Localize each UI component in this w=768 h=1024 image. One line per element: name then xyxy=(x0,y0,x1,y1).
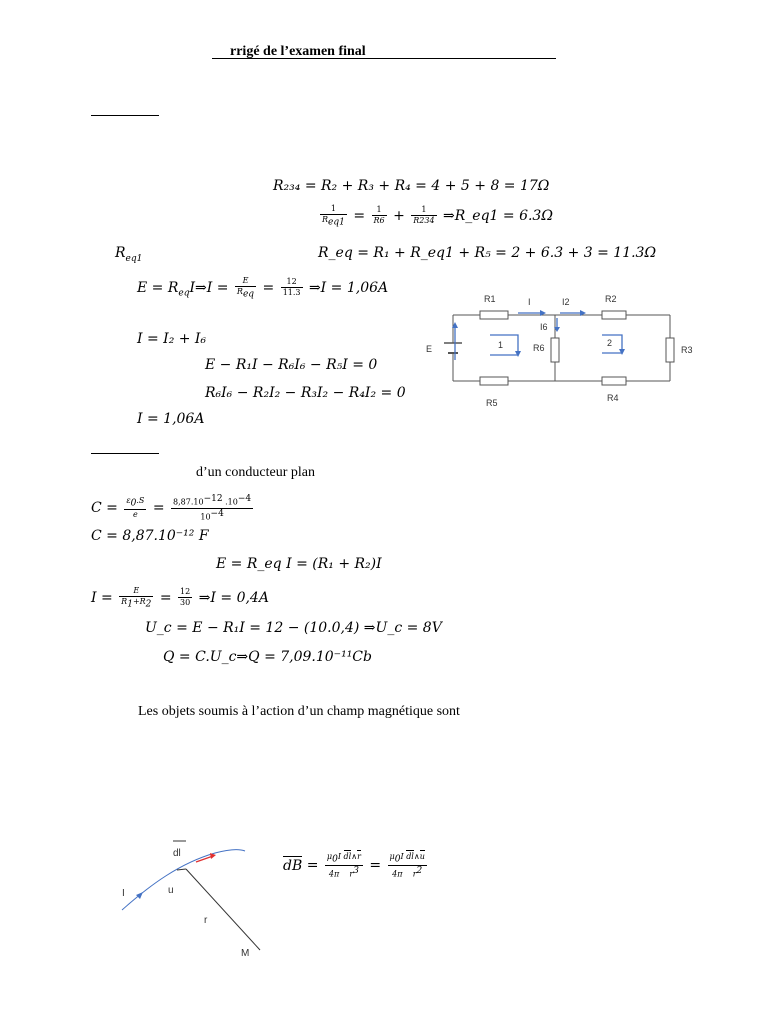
label-i2: I2 xyxy=(562,297,570,307)
equation-emf: E = R_eq I = (R₁ + R₂)I xyxy=(216,556,382,572)
page-title: rrigé de l’examen final xyxy=(230,44,366,59)
equation-final-current: I = 1,06A xyxy=(137,411,205,427)
resistor-r2 xyxy=(602,311,626,319)
label-e: E xyxy=(426,344,433,354)
section-1-underline xyxy=(91,115,159,116)
equation-current-2-result: ⇒I = 0,4A xyxy=(198,589,269,606)
equation-biot-savart: dB = $\frac{\mu_0I dl\wedge r}{4\pi r^3}$ = $\frac{\mu_0I dl\wedge u}{4\pi r^2}$ xyxy=(283,852,425,879)
resistor-r5 xyxy=(480,377,508,385)
equation-capacitance-formula: C = $\frac{\varepsilon_0.S}{e}$ = $\frac{8,87.10^{-12} .10^{-4}}{10^{-4}}$ xyxy=(91,494,252,522)
label-m: M xyxy=(241,948,250,959)
equation-charge: Q = C.U_c⇒Q = 7,09.10⁻¹¹Cb xyxy=(163,649,372,665)
equation-capacitance-value: C = 8,87.10⁻¹² F xyxy=(91,528,209,544)
equation-nodes: I = I₂ + I₆ xyxy=(137,331,207,347)
label-loop-1: 1 xyxy=(498,340,504,350)
u-vector xyxy=(177,869,186,870)
title-underline xyxy=(212,58,556,59)
equation-req1-result: ⇒R_eq1 = 6.3Ω xyxy=(443,207,553,224)
equation-loop-1: E − R₁I − R₆I₆ − R₅I = 0 xyxy=(205,357,378,373)
label-r4: R4 xyxy=(607,393,619,403)
label-r6: R6 xyxy=(533,343,545,353)
equation-current: $E = R_{eq}I\Rightarrow I$ = $\frac{E}{R_{eq}}$ = $\frac{12}{11.3}$ ⇒I = 1,06A xyxy=(137,276,389,300)
equation-uc: U_c = E − R₁I = 12 − (10.0,4) ⇒U_c = 8V xyxy=(145,620,442,636)
label-r2: R2 xyxy=(605,294,617,304)
label-u: u xyxy=(168,885,174,896)
wire-current-arrow xyxy=(136,892,143,899)
resistor-r6 xyxy=(551,338,559,362)
biot-savart-figure xyxy=(110,825,270,965)
section-2-underline xyxy=(91,453,159,454)
equation-current-2: I = $\frac{E}{R_1+R_2}$ = $\frac{12}{30}$ ⇒I = 0,4A xyxy=(91,586,269,610)
circuit-diagram xyxy=(420,285,710,410)
equation-current-result: ⇒I = 1,06A xyxy=(308,279,389,296)
wire-curve xyxy=(122,850,245,910)
label-i-wire: I xyxy=(122,888,125,899)
equation-req1-fraction: $\frac{1}{R_{eq1}}$ = $\frac{1}{R6}$ + $\frac{1}{R234}$ ⇒R_eq1 = 6.3Ω xyxy=(322,204,553,228)
loop-1-arrow xyxy=(490,335,518,355)
equation-loop-2: R₆I₆ − R₂I₂ − R₃I₂ − R₄I₂ = 0 xyxy=(205,385,406,401)
equation-req: R_eq = R₁ + R_eq1 + R₅ = 2 + 6.3 + 3 = 11.3Ω xyxy=(318,245,657,261)
label-req1: $R_{eq1}$ xyxy=(115,245,143,264)
label-r5: R5 xyxy=(486,398,498,408)
label-loop-2: 2 xyxy=(607,338,613,348)
resistor-r3 xyxy=(666,338,674,362)
ex3-sentence: Les objets soumis à l’action d’un champ magnétique sont xyxy=(138,704,460,719)
label-dl: dl xyxy=(173,848,181,859)
resistor-r1 xyxy=(480,311,508,319)
label-i6: I6 xyxy=(540,322,548,332)
label-r3: R3 xyxy=(681,345,693,355)
equation-r234: R₂₃₄ = R₂ + R₃ + R₄ = 4 + 5 + 8 = 17Ω xyxy=(273,178,550,194)
label-i: I xyxy=(528,297,531,307)
label-r: r xyxy=(204,915,208,926)
ex2-intro: d’un conducteur plan xyxy=(196,465,315,480)
r-line xyxy=(186,869,260,950)
label-r1: R1 xyxy=(484,294,496,304)
resistor-r4 xyxy=(602,377,626,385)
